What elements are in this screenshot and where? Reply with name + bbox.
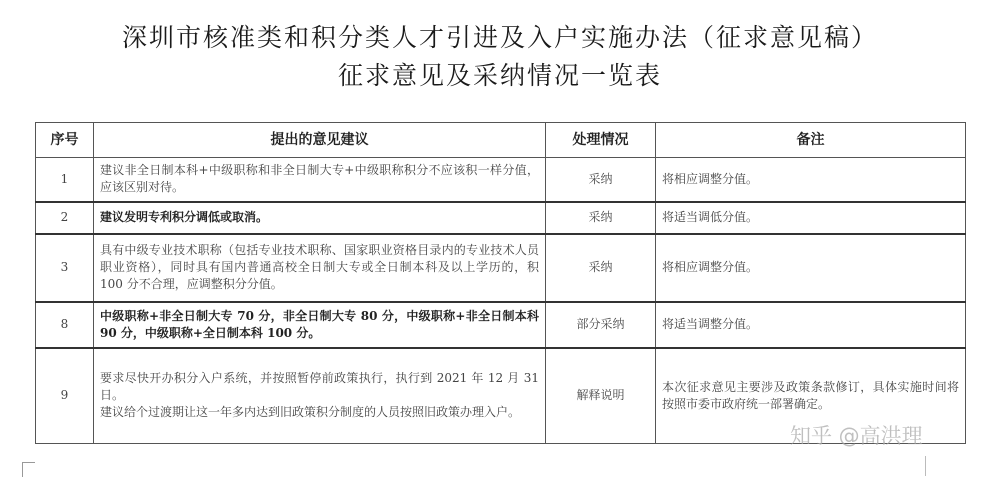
header-handling: 处理情况 (546, 123, 656, 158)
watermark: 知乎 @高洪理 (790, 424, 923, 448)
document-subtitle: 征求意见及采纳情况一览表 (337, 61, 662, 90)
row-suggestion-para2: 建议给个过渡期让这一年多内达到旧政策积分制度的人员按照旧政策办理入户。 (100, 405, 521, 420)
crop-mark (925, 456, 926, 476)
table-row (36, 158, 966, 202)
header-suggestion: 提出的意见建议 (94, 123, 546, 158)
row-suggestion: 具有中级专业技术职称（包括专业技术职称、国家职业资格目录内的专业技术人员职业资格），同时具有国内普通高校全日制大专或全日制本科及以上学历的，积 100 分不合理，应调整积分分值。 (94, 234, 546, 302)
row-no: 3 (36, 234, 94, 302)
table-row (36, 234, 966, 302)
row-no: 8 (36, 302, 94, 348)
row-handling: 采纳 (546, 158, 656, 202)
row-suggestion: 中级职称+非全日制大专 70 分，非全日制大专 80 分，中级职称+非全日制本科 90 分，中级职称+全日制本科 100 分。 (94, 302, 546, 348)
row-handling: 解释说明 (546, 348, 656, 444)
row-no: 1 (36, 158, 94, 202)
feedback-table (35, 122, 966, 444)
header-remark: 备注 (656, 123, 966, 158)
table-row (36, 202, 966, 234)
row-no: 2 (36, 202, 94, 234)
table-row (36, 302, 966, 348)
row-suggestion: 建议发明专利积分调低或取消。 (94, 202, 546, 234)
row-remark: 本次征求意见主要涉及政策条款修订，具体实施时间将按照市委市政府统一部署确定。 (656, 348, 966, 444)
header-no: 序号 (36, 123, 94, 158)
document-title: 深圳市核准类和积分类人才引进及入户实施办法（征求意见稿） (121, 23, 878, 52)
row-handling: 部分采纳 (546, 302, 656, 348)
row-handling: 采纳 (546, 202, 656, 234)
row-remark: 将相应调整分值。 (656, 234, 966, 302)
row-remark: 将相应调整分值。 (656, 158, 966, 202)
row-suggestion (94, 348, 546, 444)
row-remark: 将适当调整分值。 (656, 302, 966, 348)
row-suggestion-para1: 要求尽快开办积分入户系统，并按照暂停前政策执行，执行到 2021 年 12 月 31 日。 (100, 371, 539, 403)
row-no: 9 (36, 348, 94, 444)
row-suggestion: 建议非全日制本科+中级职称和非全日制大专+中级职称积分不应该积一样分值，应该区别对待。 (94, 158, 546, 202)
table-header-row (36, 123, 966, 158)
row-remark: 将适当调低分值。 (656, 202, 966, 234)
row-handling: 采纳 (546, 234, 656, 302)
